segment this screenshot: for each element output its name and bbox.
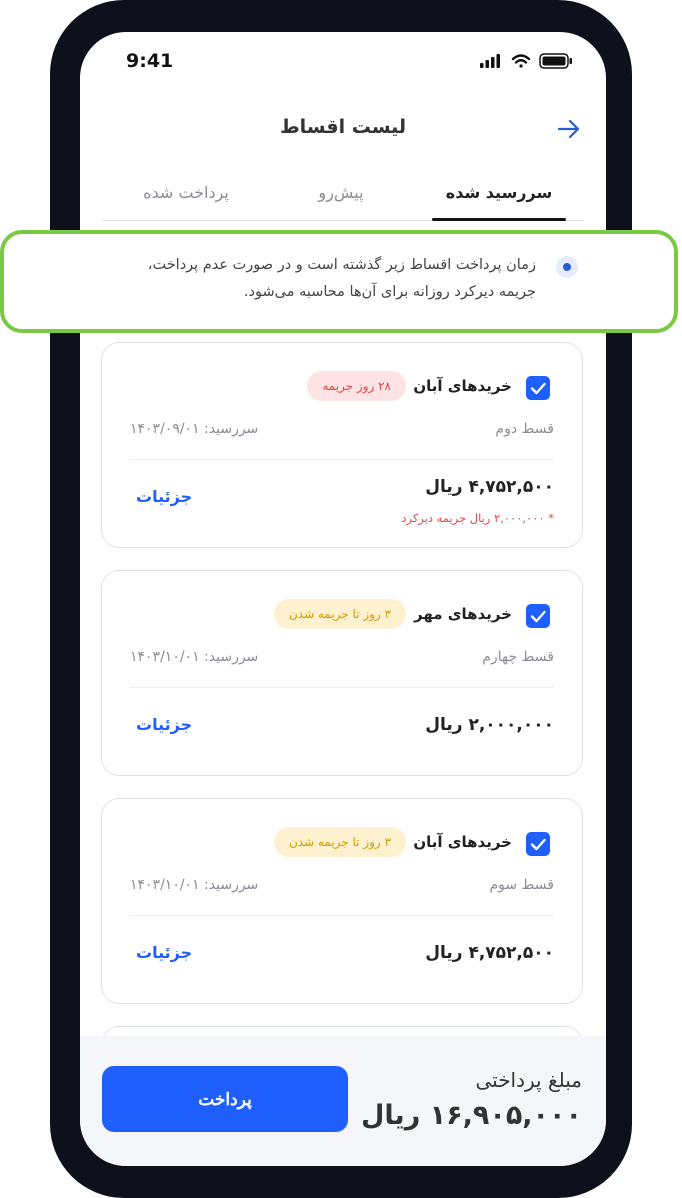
card-divider [130,687,554,688]
details-link[interactable]: جزئیات [136,943,193,962]
tab-active-indicator [432,218,566,221]
checkbox-checked[interactable] [526,604,550,628]
card-title: خریدهای آبان [413,377,512,395]
installment-label: قسط سوم [489,877,554,893]
status-badge: ۳ روز تا جریمه شدن [274,599,406,629]
total-label: مبلغ پرداختی [475,1068,582,1092]
installment-card [101,570,583,776]
page-title: لیست اقساط [279,116,407,138]
pay-button[interactable]: پرداخت [102,1066,348,1132]
installment-label: قسط چهارم [482,649,554,665]
due-date: سررسید: ۱۴۰۳/۱۰/۰۱ [130,877,259,893]
card-title: خریدهای آبان [413,833,512,851]
installment-card [101,342,583,548]
check-icon [526,376,550,400]
app-screen [80,32,606,1166]
details-link[interactable]: جزئیات [136,487,193,506]
cellular-signal-icon [480,54,500,68]
installment-card [101,798,583,1004]
notice-text: زمان پرداخت اقساط زیر گذشته است و در صورت عدم پرداخت، جریمه دیرکرد روزانه برای آن‌ها محاسبه می‌شود. [147,257,536,300]
due-date: سررسید: ۱۴۰۳/۰۹/۰۱ [130,421,259,437]
wifi-icon [513,56,529,68]
status-badge: ۲۸ روز جریمه [307,371,406,401]
checkbox-checked[interactable] [526,376,550,400]
tab-overdue[interactable]: سررسید شده [445,183,553,202]
tab-paid[interactable]: پرداخت شده [143,183,229,202]
penalty-note: * ۲,۰۰۰,۰۰۰ ریال جریمه دیرکرد [401,511,554,525]
info-dot-icon [556,256,578,278]
installment-label: قسط دوم [495,421,554,437]
payment-footer [80,1036,606,1166]
arrow-right-icon[interactable] [556,118,582,140]
amount: ۲,۰۰۰,۰۰۰ ریال [425,715,554,735]
check-icon [526,832,550,856]
amount: ۴,۷۵۲,۵۰۰ ریال [425,943,554,963]
card-title: خریدهای مهر [414,605,512,623]
status-badge: ۳ روز تا جریمه شدن [274,827,406,857]
due-date: سررسید: ۱۴۰۳/۱۰/۰۱ [130,649,259,665]
checkbox-checked[interactable] [526,832,550,856]
check-icon [526,604,550,628]
amount: ۴,۷۵۲,۵۰۰ ریال [425,477,554,497]
status-time: 9:41 [126,50,174,72]
status-icons [480,52,576,70]
card-divider [130,459,554,460]
total-amount: ۱۶,۹۰۵,۰۰۰ ریال [360,1100,582,1131]
tab-upcoming[interactable]: پیش‌رو [318,183,364,202]
card-divider [130,915,554,916]
details-link[interactable]: جزئیات [136,715,193,734]
battery-icon [540,54,572,68]
